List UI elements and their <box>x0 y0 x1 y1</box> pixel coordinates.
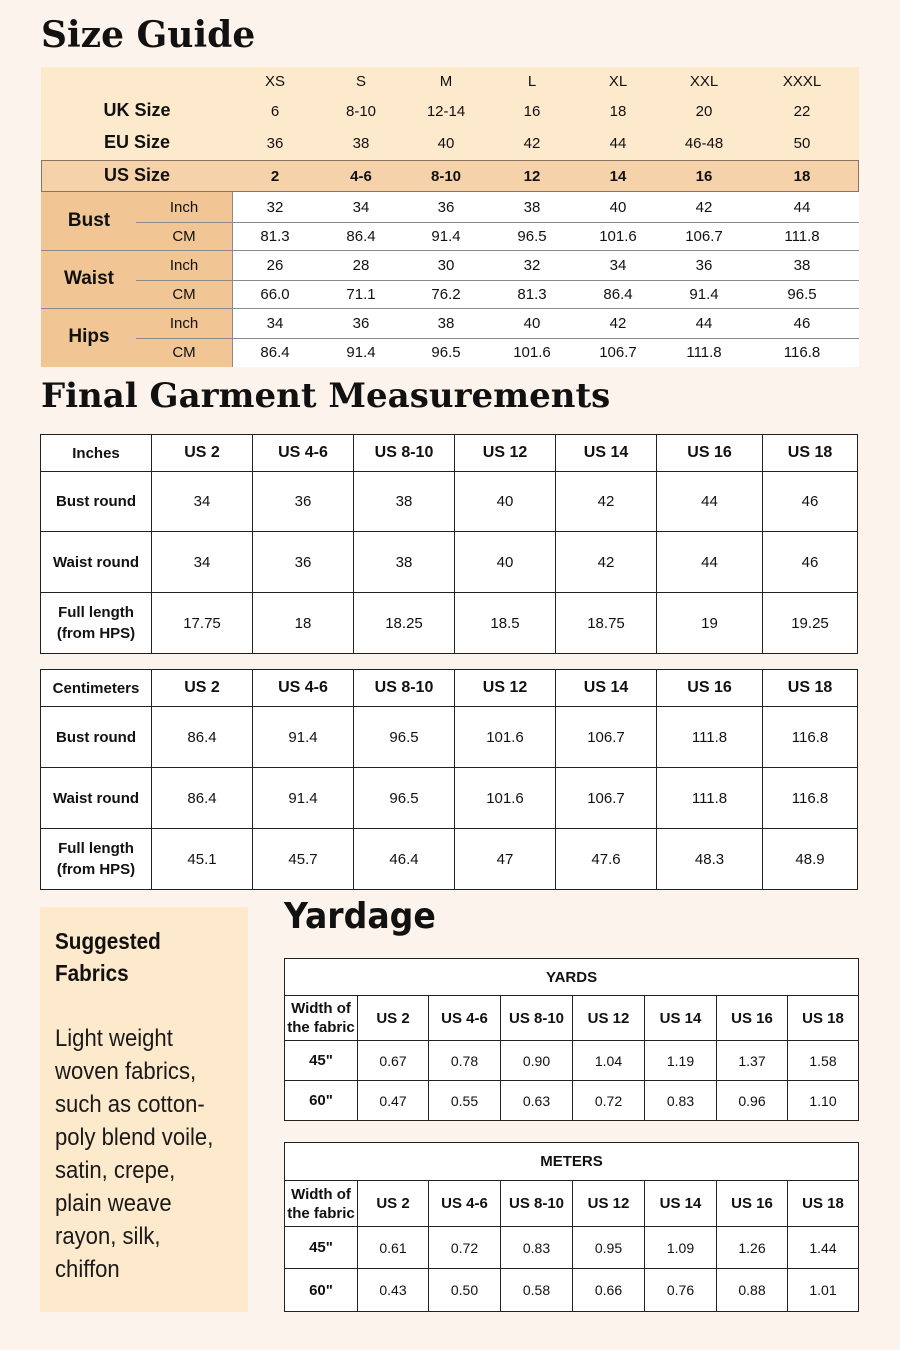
table-cell: 96.5 <box>354 707 455 768</box>
table-row <box>41 829 858 890</box>
meters-heading: METERS <box>285 1143 859 1181</box>
cm-value: 106.7 <box>685 227 723 245</box>
column-header: US 14 <box>556 670 657 707</box>
us-size: 4-6 <box>350 167 372 185</box>
uk-size-label: UK Size <box>103 99 171 120</box>
table-corner-label: Centimeters <box>41 670 152 707</box>
column-header: US 18 <box>763 670 858 707</box>
table-cell: 0.72 <box>573 1081 645 1121</box>
column-header: US 16 <box>717 1181 788 1227</box>
divider <box>136 280 859 281</box>
column-header: US 18 <box>788 1181 859 1227</box>
table-cell: 1.37 <box>717 1041 788 1081</box>
row-label: Bust round <box>41 472 152 532</box>
cm-value: 106.7 <box>599 343 637 361</box>
us-size: 18 <box>793 167 811 185</box>
table-cell: 46 <box>763 532 858 593</box>
table-cell: 106.7 <box>556 768 657 829</box>
table-cell: 40 <box>455 532 556 593</box>
yardage-yards-table <box>284 958 859 1121</box>
measure-label-waist: Waist <box>64 268 114 289</box>
cm-value: 86.4 <box>603 285 633 303</box>
cm-value: 91.4 <box>346 343 376 361</box>
size-guide-title: Size Guide <box>41 14 256 56</box>
table-cell: 44 <box>657 472 763 532</box>
table-cell: 0.88 <box>717 1269 788 1312</box>
uk-size: 8-10 <box>345 102 377 120</box>
suggested-fabrics-text: Light weight woven fabrics, such as cotton- poly blend voile, satin, crepe, plain weave rayon, silk, chiffon <box>55 1025 214 1283</box>
column-header: US 4-6 <box>429 996 501 1041</box>
column-header: US 2 <box>358 1181 429 1227</box>
row-label: Full length (from HPS) <box>41 593 152 654</box>
row-label: Full length (from HPS) <box>41 829 152 890</box>
final-inches-table <box>40 434 858 654</box>
inch-value: 44 <box>695 314 713 332</box>
letter-size: M <box>439 72 453 90</box>
row-label: 45" <box>285 1041 358 1081</box>
column-header: US 12 <box>455 435 556 472</box>
column-header: US 8-10 <box>501 1181 573 1227</box>
divider <box>136 338 859 339</box>
final-centimeters-table <box>40 669 858 890</box>
row-label: 60" <box>285 1269 358 1312</box>
table-cell: 96.5 <box>354 768 455 829</box>
table-cell: 0.50 <box>429 1269 501 1312</box>
table-cell: 0.61 <box>358 1227 429 1269</box>
unit-inch-label: Inch <box>169 314 199 332</box>
table-cell: 18 <box>253 593 354 654</box>
us-size: 2 <box>270 167 280 185</box>
divider <box>232 192 233 367</box>
column-header: US 14 <box>556 435 657 472</box>
us-size: 16 <box>695 167 713 185</box>
cm-value: 66.0 <box>260 285 290 303</box>
table-cell: 0.96 <box>717 1081 788 1121</box>
column-header: US 14 <box>645 1181 717 1227</box>
column-header: US 12 <box>573 1181 645 1227</box>
uk-size: 12-14 <box>426 102 466 120</box>
cm-value: 81.3 <box>517 285 547 303</box>
table-cell: 1.58 <box>788 1041 859 1081</box>
table-cell: 0.83 <box>645 1081 717 1121</box>
table-cell: 1.26 <box>717 1227 788 1269</box>
table-cell: 42 <box>556 472 657 532</box>
unit-inch-label: Inch <box>169 256 199 274</box>
table-cell: 106.7 <box>556 707 657 768</box>
table-cell: 1.01 <box>788 1269 859 1312</box>
table-cell: 47 <box>455 829 556 890</box>
column-header: US 8-10 <box>354 670 455 707</box>
eu-size: 50 <box>793 134 811 152</box>
column-header: US 12 <box>573 996 645 1041</box>
inch-value: 40 <box>609 198 627 216</box>
cm-value: 91.4 <box>431 227 461 245</box>
table-row <box>285 1227 859 1269</box>
table-row <box>41 472 858 532</box>
letter-size: XXXL <box>782 72 822 90</box>
column-header: US 4-6 <box>429 1181 501 1227</box>
eu-size: 42 <box>523 134 541 152</box>
measure-label-bust: Bust <box>67 210 111 231</box>
table-cell: 45.7 <box>253 829 354 890</box>
eu-size-label: EU Size <box>103 131 171 152</box>
cm-value: 71.1 <box>346 285 376 303</box>
table-cell: 46 <box>763 472 858 532</box>
table-cell: 0.63 <box>501 1081 573 1121</box>
letter-size: XXL <box>689 72 719 90</box>
inch-value: 46 <box>793 314 811 332</box>
cm-value: 86.4 <box>260 343 290 361</box>
column-header: US 18 <box>763 435 858 472</box>
us-size: 8-10 <box>430 167 462 185</box>
table-cell: 116.8 <box>763 768 858 829</box>
eu-size: 46-48 <box>684 134 724 152</box>
suggested-fabrics-heading: Suggested Fabrics <box>55 928 161 986</box>
table-cell: 0.67 <box>358 1041 429 1081</box>
uk-size: 22 <box>793 102 811 120</box>
table-cell: 111.8 <box>657 707 763 768</box>
cm-value: 96.5 <box>787 285 817 303</box>
cm-value: 81.3 <box>260 227 290 245</box>
unit-cm-label: CM <box>172 285 196 303</box>
table-cell: 34 <box>152 472 253 532</box>
table-cell: 44 <box>657 532 763 593</box>
table-cell: 91.4 <box>253 707 354 768</box>
cm-value: 111.8 <box>686 343 722 361</box>
suggested-fabrics-panel <box>40 907 248 1312</box>
inch-value: 44 <box>793 198 811 216</box>
table-cell: 0.66 <box>573 1269 645 1312</box>
table-corner-label: Width of the fabric <box>285 996 358 1041</box>
yardage-meters-table <box>284 1142 859 1312</box>
uk-size: 20 <box>695 102 713 120</box>
column-header: US 4-6 <box>253 670 354 707</box>
cm-value: 76.2 <box>431 285 461 303</box>
table-row <box>285 1041 859 1081</box>
table-cell: 38 <box>354 532 455 593</box>
us-size: 14 <box>609 167 627 185</box>
uk-size: 16 <box>523 102 541 120</box>
divider <box>136 222 859 223</box>
letter-size: S <box>355 72 366 90</box>
column-header: US 16 <box>657 435 763 472</box>
measure-label-hips: Hips <box>68 326 110 347</box>
column-header: US 18 <box>788 996 859 1041</box>
unit-inch-label: Inch <box>169 198 199 216</box>
row-label: 45" <box>285 1227 358 1269</box>
cm-value: 96.5 <box>431 343 461 361</box>
table-cell: 101.6 <box>455 707 556 768</box>
inch-value: 28 <box>352 256 370 274</box>
uk-size: 18 <box>609 102 627 120</box>
divider <box>41 250 859 251</box>
row-label: Waist round <box>41 768 152 829</box>
table-cell: 18.5 <box>455 593 556 654</box>
cm-value: 101.6 <box>513 343 551 361</box>
cm-value: 116.8 <box>783 343 821 361</box>
eu-size: 44 <box>609 134 627 152</box>
inch-value: 34 <box>352 198 370 216</box>
column-header: US 2 <box>358 996 429 1041</box>
cm-value: 101.6 <box>599 227 637 245</box>
inch-value: 42 <box>695 198 713 216</box>
yards-heading: YARDS <box>285 959 859 996</box>
row-label: 60" <box>285 1081 358 1121</box>
inch-value: 36 <box>437 198 455 216</box>
table-row <box>285 1081 859 1121</box>
table-cell: 111.8 <box>657 768 763 829</box>
inch-value: 36 <box>352 314 370 332</box>
table-cell: 0.43 <box>358 1269 429 1312</box>
table-cell: 0.72 <box>429 1227 501 1269</box>
cm-value: 91.4 <box>689 285 719 303</box>
table-cell: 0.55 <box>429 1081 501 1121</box>
table-cell: 36 <box>253 472 354 532</box>
table-cell: 47.6 <box>556 829 657 890</box>
table-row <box>285 1269 859 1312</box>
inch-value: 30 <box>437 256 455 274</box>
final-garment-title: Final Garment Measurements <box>41 376 611 416</box>
table-row <box>41 768 858 829</box>
table-cell: 19.25 <box>763 593 858 654</box>
table-corner-label: Width of the fabric <box>285 1181 358 1227</box>
table-cell: 0.78 <box>429 1041 501 1081</box>
table-row <box>41 593 858 654</box>
column-header: US 4-6 <box>253 435 354 472</box>
column-header: US 8-10 <box>354 435 455 472</box>
unit-cm-label: CM <box>172 227 196 245</box>
eu-size: 40 <box>437 134 455 152</box>
row-label: Waist round <box>41 532 152 593</box>
table-cell: 36 <box>253 532 354 593</box>
table-cell: 86.4 <box>152 768 253 829</box>
letter-size: XS <box>264 72 285 90</box>
column-header: US 2 <box>152 670 253 707</box>
table-cell: 116.8 <box>763 707 858 768</box>
us-size-label: US Size <box>103 164 171 185</box>
column-header: US 14 <box>645 996 717 1041</box>
letter-size: L <box>527 72 537 90</box>
table-cell: 1.04 <box>573 1041 645 1081</box>
us-size: 12 <box>523 167 541 185</box>
inch-value: 38 <box>523 198 541 216</box>
table-cell: 1.09 <box>645 1227 717 1269</box>
table-cell: 38 <box>354 472 455 532</box>
table-cell: 101.6 <box>455 768 556 829</box>
table-cell: 48.3 <box>657 829 763 890</box>
inch-value: 38 <box>437 314 455 332</box>
table-row <box>41 532 858 593</box>
column-header: US 16 <box>657 670 763 707</box>
table-cell: 0.58 <box>501 1269 573 1312</box>
eu-size: 38 <box>352 134 370 152</box>
cm-value: 111.8 <box>784 227 820 245</box>
letter-size: XL <box>608 72 628 90</box>
divider <box>41 308 859 309</box>
inch-value: 32 <box>266 198 284 216</box>
table-cell: 0.83 <box>501 1227 573 1269</box>
table-cell: 1.19 <box>645 1041 717 1081</box>
table-cell: 0.47 <box>358 1081 429 1121</box>
inch-value: 42 <box>609 314 627 332</box>
inch-value: 34 <box>266 314 284 332</box>
table-cell: 48.9 <box>763 829 858 890</box>
table-row <box>41 707 858 768</box>
table-cell: 34 <box>152 532 253 593</box>
table-cell: 17.75 <box>152 593 253 654</box>
column-header: US 8-10 <box>501 996 573 1041</box>
column-header: US 2 <box>152 435 253 472</box>
table-cell: 1.10 <box>788 1081 859 1121</box>
table-cell: 86.4 <box>152 707 253 768</box>
table-cell: 42 <box>556 532 657 593</box>
table-cell: 0.76 <box>645 1269 717 1312</box>
table-cell: 1.44 <box>788 1227 859 1269</box>
table-cell: 91.4 <box>253 768 354 829</box>
table-cell: 0.95 <box>573 1227 645 1269</box>
column-header: US 12 <box>455 670 556 707</box>
table-cell: 0.90 <box>501 1041 573 1081</box>
inch-value: 34 <box>609 256 627 274</box>
inch-value: 32 <box>523 256 541 274</box>
table-cell: 18.25 <box>354 593 455 654</box>
row-label: Bust round <box>41 707 152 768</box>
column-header: US 16 <box>717 996 788 1041</box>
inch-value: 38 <box>793 256 811 274</box>
inch-value: 40 <box>523 314 541 332</box>
inch-value: 36 <box>695 256 713 274</box>
yardage-title: Yardage <box>284 896 436 937</box>
table-corner-label: Inches <box>41 435 152 472</box>
table-cell: 40 <box>455 472 556 532</box>
table-cell: 45.1 <box>152 829 253 890</box>
cm-value: 96.5 <box>517 227 547 245</box>
uk-size: 6 <box>270 102 280 120</box>
table-cell: 18.75 <box>556 593 657 654</box>
cm-value: 86.4 <box>346 227 376 245</box>
eu-size: 36 <box>266 134 284 152</box>
table-cell: 19 <box>657 593 763 654</box>
unit-cm-label: CM <box>172 343 196 361</box>
inch-value: 26 <box>266 256 284 274</box>
table-cell: 46.4 <box>354 829 455 890</box>
